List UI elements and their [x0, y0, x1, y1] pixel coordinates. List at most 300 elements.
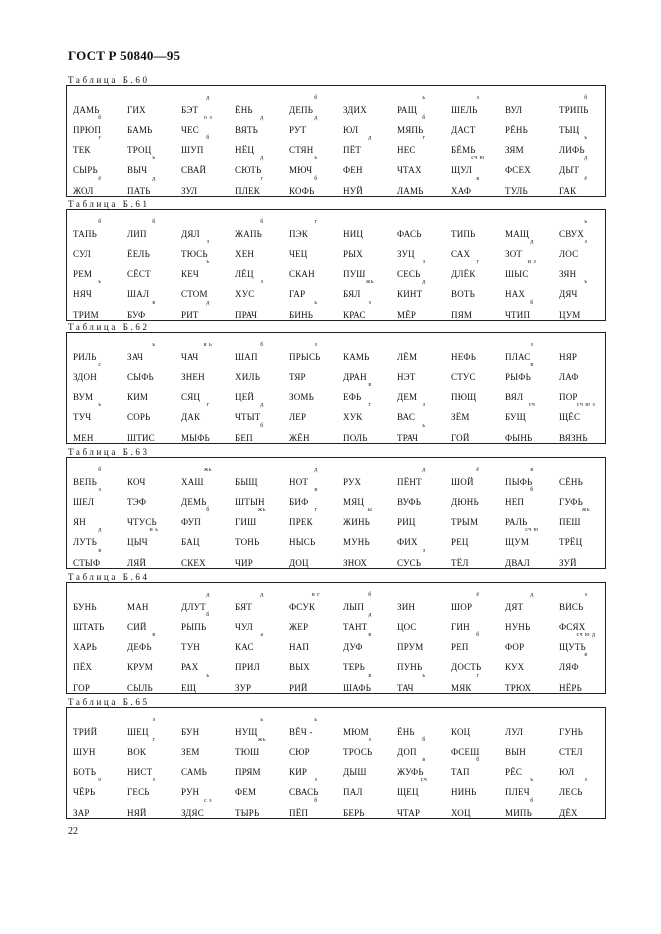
word-cell [235, 343, 289, 363]
word-cell [505, 177, 559, 197]
word-text: ШУН [73, 747, 96, 757]
word-cell [289, 136, 343, 156]
word-text: ЖАПЬ [235, 229, 263, 239]
pronunciation-mark: з [422, 548, 426, 554]
pronunciation-mark: э [152, 717, 156, 723]
pronunciation-mark: в [152, 632, 156, 638]
word-cell [181, 633, 235, 653]
pronunciation-mark: з [368, 300, 372, 306]
word-text: МЮМ [343, 727, 369, 737]
word-cell [289, 96, 343, 116]
word-cell [505, 758, 559, 778]
pronunciation-mark: э [98, 487, 102, 493]
word-text: ХОЦ [451, 808, 471, 818]
word-cell [289, 468, 343, 488]
word-text: СТЫФ [73, 558, 101, 568]
word-cell [127, 549, 181, 569]
pronunciation-mark: г [422, 135, 426, 141]
word-text: БУН [181, 727, 200, 737]
word-text: ФАСЬ [397, 229, 422, 239]
word-cell [559, 778, 613, 798]
word-text: ШТАТЬ [73, 622, 105, 632]
word-cell [559, 260, 613, 280]
pronunciation-mark: д [314, 467, 318, 473]
pronunciation-mark: ь [314, 717, 318, 723]
word-cell [343, 301, 397, 321]
pronunciation-mark: жь [258, 737, 266, 743]
word-cell [451, 778, 505, 798]
word-cell [505, 240, 559, 260]
word-cell [73, 508, 127, 528]
word-cell [289, 343, 343, 363]
word-cell [73, 177, 127, 197]
pronunciation-mark: б [314, 95, 318, 101]
word-cell [127, 718, 181, 738]
table-row [67, 778, 605, 798]
word-text: БИФ [289, 497, 309, 507]
word-cell [451, 424, 505, 444]
word-text: ЁНЬ [235, 105, 253, 115]
word-cell [343, 508, 397, 528]
pronunciation-mark: сч [528, 402, 536, 408]
word-text: ПРЮП [73, 125, 102, 135]
word-cell [505, 738, 559, 758]
word-cell [343, 240, 397, 260]
pronunciation-mark: з [584, 777, 588, 783]
word-cell [559, 363, 613, 383]
word-cell [181, 758, 235, 778]
pronunciation-mark: жь [204, 467, 212, 473]
word-cell [73, 593, 127, 613]
word-cell [235, 260, 289, 280]
word-cell [289, 778, 343, 798]
word-cell [73, 136, 127, 156]
word-text: СЫРЬ [73, 165, 98, 175]
pronunciation-mark: ь [422, 423, 426, 429]
word-cell [559, 156, 613, 176]
pronunciation-mark: з [368, 737, 372, 743]
word-cell [505, 156, 559, 176]
word-cell [559, 468, 613, 488]
word-text: ТРЮХ [505, 683, 532, 693]
pronunciation-mark: в [530, 467, 534, 473]
word-text: ГОР [73, 683, 91, 693]
pronunciation-mark: ь [98, 279, 102, 285]
word-text: ВЁЧ - [289, 727, 313, 737]
word-cell [397, 136, 451, 156]
word-cell [73, 403, 127, 423]
word-text: ДЕПЬ [289, 105, 314, 115]
word-cell [397, 799, 451, 819]
word-text: СВУХ [559, 229, 584, 239]
word-text: БЭТ [181, 105, 199, 115]
pronunciation-mark: в [98, 548, 102, 554]
word-text: ЩУТЬ [559, 642, 586, 652]
word-text: НЁРЬ [559, 683, 582, 693]
word-cell [289, 403, 343, 423]
word-cell [451, 758, 505, 778]
word-cell [235, 674, 289, 694]
word-cell [181, 593, 235, 613]
pronunciation-mark: г [98, 135, 102, 141]
word-text: ЩЁС [559, 412, 581, 422]
word-text: ПЁТ [343, 145, 362, 155]
pronunciation-mark: б [260, 423, 264, 429]
word-text: НЭТ [397, 372, 416, 382]
table-row [67, 468, 605, 488]
word-cell [397, 593, 451, 613]
word-cell [127, 220, 181, 240]
word-text: НЕФЬ [451, 352, 477, 362]
pronunciation-mark: г [476, 259, 480, 265]
word-text: РАХ [181, 662, 199, 672]
word-text: ЧЕС [181, 125, 199, 135]
table-row [67, 718, 605, 738]
word-text: ЕФЬ [343, 392, 362, 402]
word-cell [289, 240, 343, 260]
word-text: ТЫЦ [559, 125, 580, 135]
word-text: ТРЫМ [451, 517, 479, 527]
word-cell [559, 488, 613, 508]
word-text: ТУН [181, 642, 200, 652]
word-text: ВЯЛ [505, 392, 524, 402]
word-text: ЗЯН [559, 269, 577, 279]
word-text: ВЫХ [289, 662, 310, 672]
word-text: ЗИН [397, 602, 416, 612]
word-text: КОЦ [451, 727, 471, 737]
word-cell [559, 343, 613, 363]
word-cell [397, 613, 451, 633]
pronunciation-mark: б [530, 798, 534, 804]
word-cell [343, 613, 397, 633]
word-text: ЖОЛ [73, 186, 94, 196]
word-cell [343, 136, 397, 156]
word-text: ПЛАС [505, 352, 531, 362]
word-cell [451, 633, 505, 653]
word-text: КИНТ [397, 289, 423, 299]
word-text: ТОНЬ [235, 537, 260, 547]
pronunciation-mark: г [260, 176, 264, 182]
pronunciation-mark: в [368, 382, 372, 388]
word-text: ПЛЕЧ [505, 787, 530, 797]
pronunciation-mark: б [260, 219, 264, 225]
word-text: ГУФЬ [559, 497, 583, 507]
word-text: СИЙ [127, 622, 147, 632]
word-cell [451, 136, 505, 156]
word-text: ЛЕР [289, 412, 307, 422]
word-text: ЩЕЦ [397, 787, 419, 797]
word-text: РУХ [343, 477, 362, 487]
word-cell [235, 549, 289, 569]
pronunciation-mark: з [422, 259, 426, 265]
word-text: ГИШ [235, 517, 257, 527]
word-text: ЧУЛ [235, 622, 253, 632]
pronunciation-mark: б [584, 95, 588, 101]
word-text: ТУЧ [73, 412, 92, 422]
word-text: ВОТЬ [451, 289, 475, 299]
table-row [67, 136, 605, 156]
word-cell [451, 528, 505, 548]
word-cell [505, 549, 559, 569]
table-row [67, 613, 605, 633]
word-text: ЦЕЙ [235, 392, 255, 402]
word-cell [451, 280, 505, 300]
word-cell [559, 280, 613, 300]
word-cell [127, 343, 181, 363]
word-text: МАЩ [505, 229, 530, 239]
word-cell [343, 424, 397, 444]
pronunciation-mark: б [98, 467, 102, 473]
pronunciation-mark: ё [476, 592, 480, 598]
word-text: ДОСТЬ [451, 662, 482, 672]
word-text: ЦОС [397, 622, 417, 632]
word-cell [235, 96, 289, 116]
word-text: СЫФЬ [127, 372, 154, 382]
table-row [67, 260, 605, 280]
pronunciation-mark: з [584, 592, 588, 598]
word-text: ЛОС [559, 249, 579, 259]
word-cell [397, 738, 451, 758]
word-text: ЛУТЬ [73, 537, 97, 547]
word-text: НУНЬ [505, 622, 531, 632]
word-text: ЖЁН [289, 433, 310, 443]
word-text: ДВАЛ [505, 558, 530, 568]
word-text: ДРАН [343, 372, 367, 382]
word-text: ПЯМ [451, 310, 473, 320]
word-cell [451, 403, 505, 423]
word-text: ЛЯФ [559, 662, 579, 672]
word-text: РЁНЬ [505, 125, 528, 135]
word-text: ВИСЬ [559, 602, 584, 612]
word-text: ТУЛЬ [505, 186, 528, 196]
word-text: ТРОСЬ [343, 747, 373, 757]
word-cell [289, 488, 343, 508]
word-cell [73, 383, 127, 403]
word-text: ШЕЦ [127, 727, 149, 737]
pronunciation-mark: з [260, 279, 264, 285]
word-text: БАМЬ [127, 125, 153, 135]
word-text: ПЁНТ [397, 477, 422, 487]
word-cell [343, 549, 397, 569]
word-cell [127, 383, 181, 403]
word-cell [397, 508, 451, 528]
pronunciation-mark: з [530, 342, 534, 348]
word-cell [181, 136, 235, 156]
word-text: ЗАР [73, 808, 90, 818]
word-cell [73, 613, 127, 633]
word-cell [343, 633, 397, 653]
word-cell [451, 718, 505, 738]
word-cell [127, 593, 181, 613]
pronunciation-mark: з [422, 402, 426, 408]
word-cell [451, 363, 505, 383]
pronunciation-mark: ё [584, 176, 588, 182]
word-text: ХЕН [235, 249, 255, 259]
word-text: ПЕШ [559, 517, 581, 527]
word-text: БОТЬ [73, 767, 97, 777]
word-text: ЦЫЧ [127, 537, 148, 547]
word-cell [343, 260, 397, 280]
word-cell [343, 343, 397, 363]
page-number: 22 [68, 826, 78, 837]
word-text: ВЯТЬ [235, 125, 259, 135]
pronunciation-mark: сч [420, 777, 428, 783]
word-text: ФСЯХ [559, 622, 586, 632]
word-text: ФУП [181, 517, 201, 527]
word-cell [73, 260, 127, 280]
word-text: РЫПЬ [181, 622, 207, 632]
table-row [67, 488, 605, 508]
pronunciation-mark: з [206, 239, 210, 245]
word-cell [127, 96, 181, 116]
word-text: САХ [451, 249, 471, 259]
word-text: ПРИЛ [235, 662, 260, 672]
word-text: ЧЕЦ [289, 249, 308, 259]
pronunciation-mark: б [422, 115, 426, 121]
word-text: БЯТ [235, 602, 252, 612]
word-cell [343, 403, 397, 423]
table-row [67, 549, 605, 569]
word-cell [235, 718, 289, 738]
word-text: ШЕЛ [73, 497, 95, 507]
word-cell [127, 301, 181, 321]
word-cell [451, 177, 505, 197]
word-text: СТЯН [289, 145, 314, 155]
word-cell [397, 96, 451, 116]
word-text: ФСЕШ [451, 747, 480, 757]
pronunciation-mark: б [476, 757, 480, 763]
word-cell [505, 468, 559, 488]
word-text: ЗДИХ [343, 105, 367, 115]
word-text: РЫФЬ [505, 372, 531, 382]
word-text: ЛУЛ [505, 727, 524, 737]
word-text: ДЛЁК [451, 269, 476, 279]
word-cell [451, 343, 505, 363]
word-cell [289, 508, 343, 528]
word-cell [73, 343, 127, 363]
word-cell [181, 301, 235, 321]
word-cell [451, 613, 505, 633]
word-cell [397, 301, 451, 321]
word-cell [397, 363, 451, 383]
word-cell [559, 549, 613, 569]
word-text: ПЭК [289, 229, 309, 239]
word-cell [289, 718, 343, 738]
word-cell [127, 508, 181, 528]
word-text: ТРИПЬ [559, 105, 589, 115]
word-cell [397, 424, 451, 444]
word-cell [343, 468, 397, 488]
word-cell [451, 383, 505, 403]
word-text: ДАК [181, 412, 201, 422]
pronunciation-mark: ь [314, 300, 318, 306]
word-text: ТАПЬ [73, 229, 98, 239]
word-text: НЕС [397, 145, 416, 155]
table-row [67, 593, 605, 613]
pronunciation-mark: д [584, 155, 588, 161]
word-text: ЖУФЬ [397, 767, 424, 777]
pronunciation-mark: ё [476, 467, 480, 473]
pronunciation-mark: в [314, 487, 318, 493]
pronunciation-mark: ь [422, 673, 426, 679]
table-row [67, 799, 605, 819]
word-text: ЗОМЬ [289, 392, 314, 402]
page-header: ГОСТ Р 50840—95 [68, 48, 181, 63]
word-text: ДОП [397, 747, 417, 757]
word-text: МЕН [73, 433, 94, 443]
word-cell [397, 280, 451, 300]
pronunciation-mark: г [152, 737, 156, 743]
pronunciation-mark: б [530, 487, 534, 493]
word-text: БИНЬ [289, 310, 314, 320]
word-text: ГИН [451, 622, 470, 632]
word-text: ШТЫН [235, 497, 265, 507]
word-cell [559, 383, 613, 403]
word-text: СОРЬ [127, 412, 151, 422]
word-cell [451, 488, 505, 508]
word-text: ВОК [127, 747, 147, 757]
pronunciation-mark: г [206, 402, 210, 408]
word-text: ГЕСЬ [127, 787, 150, 797]
pronunciation-mark: ь [206, 259, 210, 265]
word-cell [343, 674, 397, 694]
word-text: ЗЯМ [505, 145, 524, 155]
pronunciation-mark: з [152, 777, 156, 783]
word-text: НУЙ [343, 186, 363, 196]
table-row [67, 528, 605, 548]
word-text: СУСЬ [397, 558, 422, 568]
word-cell [343, 758, 397, 778]
word-text: БУНЬ [73, 602, 97, 612]
word-text: ШАЛ [127, 289, 150, 299]
word-text: НЯЧ [73, 289, 92, 299]
word-text: РИЙ [289, 683, 308, 693]
word-cell [127, 633, 181, 653]
pronunciation-mark: ь [530, 777, 534, 783]
word-text: ЁНЬ [397, 727, 415, 737]
word-text: ШУП [181, 145, 204, 155]
word-text: ГОЙ [451, 433, 470, 443]
word-text: МАН [127, 602, 149, 612]
word-cell [343, 799, 397, 819]
word-cell [73, 220, 127, 240]
word-cell [289, 633, 343, 653]
word-cell [127, 674, 181, 694]
table-row [67, 240, 605, 260]
word-text: ЛАФ [559, 372, 579, 382]
word-text: ТЭФ [127, 497, 147, 507]
word-text: БАЦ [181, 537, 200, 547]
table-label: Таблица Б.65 [68, 697, 150, 707]
word-cell [235, 633, 289, 653]
word-text: МЮЧ [289, 165, 313, 175]
word-text: ШАФЬ [343, 683, 372, 693]
word-text: БУЩ [505, 412, 526, 422]
word-text: НЯЙ [127, 808, 147, 818]
word-cell [181, 674, 235, 694]
word-cell [397, 156, 451, 176]
word-cell [559, 220, 613, 240]
word-text: ПЁП [289, 808, 309, 818]
table-label: Таблица Б.62 [68, 322, 150, 332]
word-cell [451, 260, 505, 280]
word-text: ХАФ [451, 186, 472, 196]
word-text: НЕП [505, 497, 525, 507]
word-text: ТАП [451, 767, 470, 777]
word-text: НИЦ [343, 229, 364, 239]
word-cell [397, 468, 451, 488]
word-text: ФЕН [343, 165, 363, 175]
